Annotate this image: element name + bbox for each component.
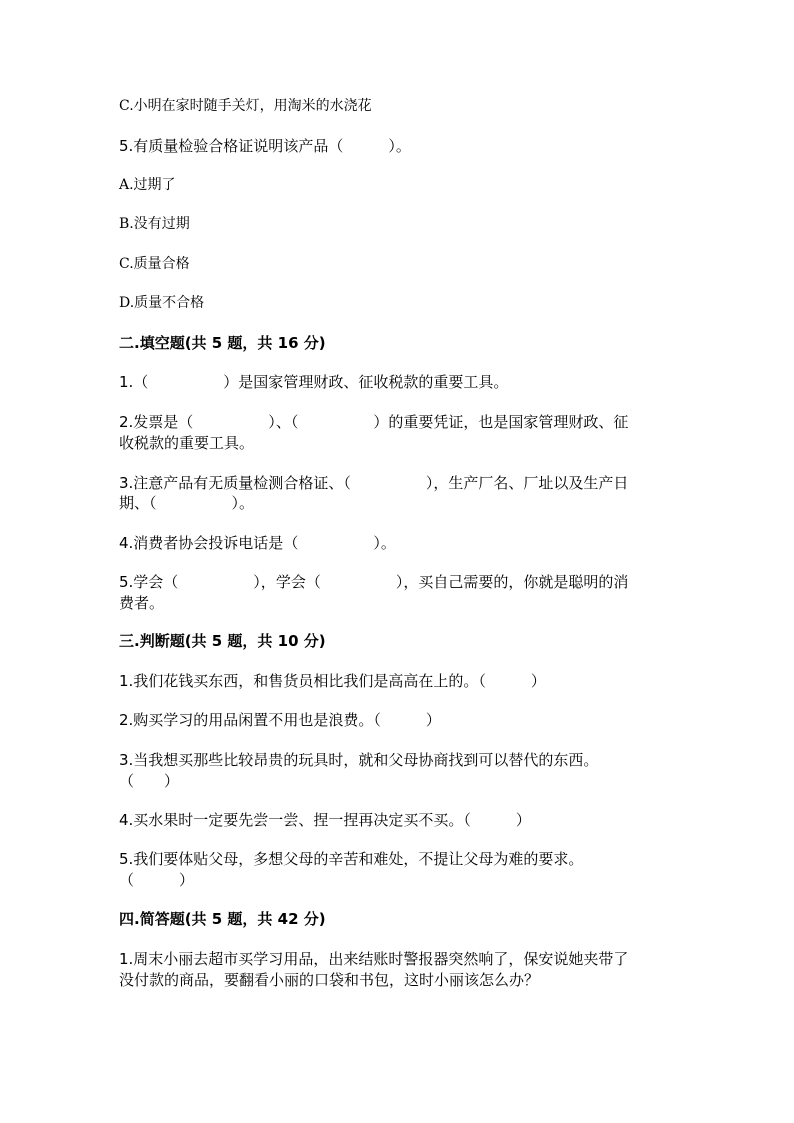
judge-question-2: 2.购买学习的用品闲置不用也是浪费。（ ） (119, 711, 441, 729)
section-heading-true-false: 三.判断题(共 5 题，共 10 分) (119, 632, 326, 650)
option-c-q4: C.小明在家时随手关灯，用淘米的水浇花 (119, 98, 372, 114)
fill-question-2-line-2: 收税款的重要工具。 (119, 434, 255, 452)
short-question-1-line-1: 1.周末小丽去超市买学习用品，出来结账时警报器突然响了，保安说她夹带了 (119, 950, 629, 968)
judge-question-5-line-1: 5.我们要体贴父母，多想父母的辛苦和难处，不提让父母为难的要求。 (119, 850, 584, 868)
option-a: A.过期了 (119, 177, 176, 193)
option-d: D.质量不合格 (119, 295, 205, 311)
fill-question-2-line-1: 2.发票是（ ）、（ ）的重要凭证，也是国家管理财政、征 (119, 413, 629, 431)
option-b: B.没有过期 (119, 216, 190, 232)
fill-question-3-line-1: 3.注意产品有无质量检测合格证、（ ），生产厂名、厂址以及生产日 (119, 474, 629, 492)
judge-question-5-line-2: （ ） (119, 871, 195, 889)
fill-question-4: 4.消费者协会投诉电话是（ ）。 (119, 534, 396, 552)
question-5: 5.有质量检验合格证说明该产品（ ）。 (119, 137, 411, 155)
judge-question-3-line-1: 3.当我想买那些比较昂贵的玩具时，就和父母协商找到可以替代的东西。 (119, 751, 599, 769)
short-question-1-line-2: 没付款的商品，要翻看小丽的口袋和书包，这时小丽该怎么办？ (119, 971, 540, 989)
option-c: C.质量合格 (119, 256, 190, 272)
judge-question-1: 1.我们花钱买东西，和售货员相比我们是高高在上的。（ ） (119, 672, 546, 690)
section-heading-fill-blank: 二.填空题(共 5 题，共 16 分) (119, 334, 326, 352)
judge-question-4: 4.买水果时一定要先尝一尝、捏一捏再决定买不买。（ ） (119, 811, 531, 829)
fill-question-1: 1.（ ）是国家管理财政、征收税款的重要工具。 (119, 373, 509, 391)
judge-question-3-line-2: （ ） (119, 772, 180, 790)
fill-question-3-line-2: 期、（ ）。 (119, 494, 255, 512)
fill-question-5-line-2: 费者。 (119, 594, 165, 612)
fill-question-5-line-1: 5.学会（ ），学会（ ），买自己需要的，你就是聪明的消 (119, 573, 629, 591)
section-heading-short-answer: 四.简答题(共 5 题，共 42 分) (119, 910, 326, 928)
